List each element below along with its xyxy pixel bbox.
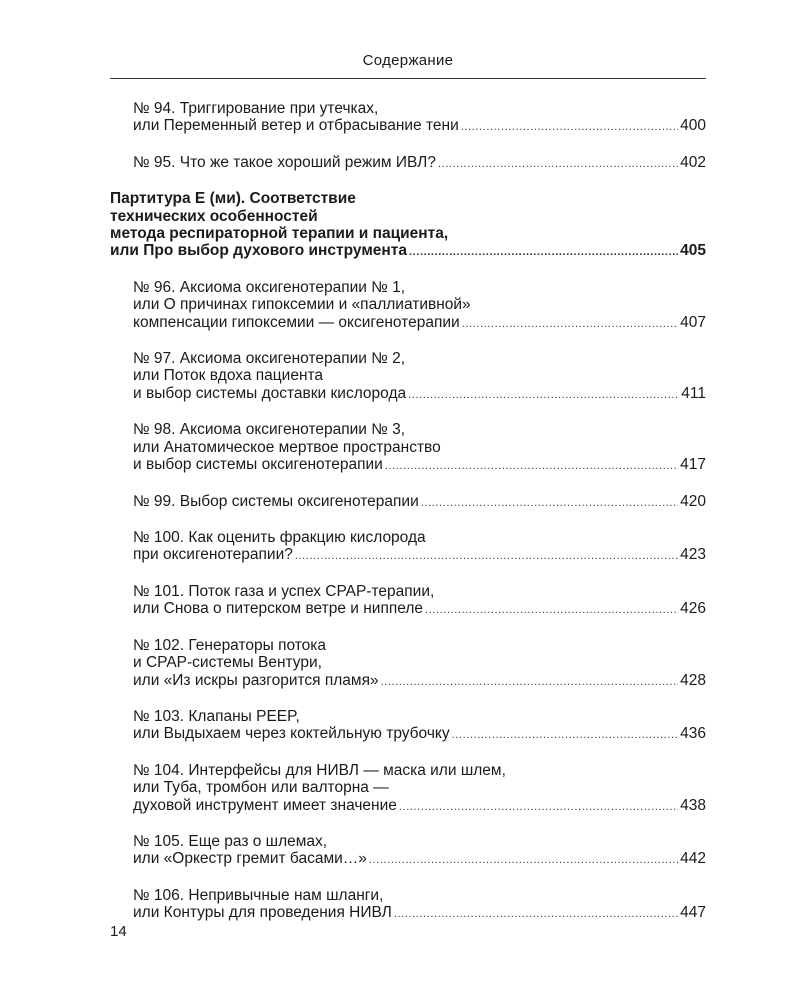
dot-leader [421, 493, 678, 512]
toc-entry-101[interactable] [110, 583, 706, 620]
dot-leader [394, 904, 678, 923]
dot-leader [452, 725, 679, 744]
toc-last-line [133, 154, 706, 173]
toc-last-line [133, 117, 706, 136]
toc-text: духовой инструмент имеет значение [133, 796, 397, 814]
toc-last-line [133, 600, 706, 619]
toc-text: или «Из искры разгорится пламя» [133, 671, 379, 689]
toc-text: при оксигенотерапии? [133, 546, 293, 564]
header-rule [110, 78, 706, 79]
toc-text: или «Оркестр гремит басами…» [133, 850, 367, 868]
toc-text: или Про выбор духового инструмента [110, 242, 407, 260]
toc-page-number: 420 [680, 492, 706, 510]
toc-page-number: 438 [680, 796, 706, 814]
toc-entry-105[interactable] [110, 833, 706, 870]
toc-line: № 94. Триггирование при утечках, [133, 100, 379, 117]
toc-last-line [133, 385, 706, 404]
toc-entry-104[interactable] [110, 762, 706, 816]
toc-text: или Снова о питерском ветре и ниппеле [133, 600, 424, 618]
toc-last-line [133, 546, 706, 565]
toc-page-number: 407 [680, 313, 706, 331]
toc-page-number: 405 [680, 242, 706, 260]
dot-leader [369, 850, 678, 869]
toc-entry-95[interactable] [110, 154, 706, 173]
toc-entry-100[interactable] [110, 529, 706, 566]
toc-last-line [133, 904, 706, 923]
page-number: 14 [110, 923, 127, 940]
toc-text: и выбор системы оксигенотерапии [133, 455, 383, 473]
toc-page-number: 423 [680, 546, 706, 564]
toc-line: № 101. Поток газа и успех CPAP-терапии, [133, 583, 435, 601]
toc-text: компенсации гипоксемии — оксигенотерапии [133, 313, 460, 331]
dot-leader [385, 456, 678, 475]
toc-line: № 103. Клапаны PEEP, [133, 708, 300, 726]
toc-text: или Контуры для проведения НИВЛ [133, 904, 392, 922]
dot-leader [381, 672, 679, 691]
toc-entry-102[interactable] [110, 637, 706, 691]
dot-leader [462, 314, 678, 333]
toc-page-number: 428 [680, 671, 706, 689]
dot-leader [399, 797, 678, 816]
toc-line: и CPAP-системы Вентури, [133, 654, 322, 672]
toc-text: № 99. Выбор системы оксигенотерапии [133, 492, 419, 510]
dot-leader [461, 117, 678, 136]
toc-last-line [133, 672, 706, 691]
toc-page-number: 402 [680, 153, 706, 171]
toc-line: технических особенностей [110, 207, 318, 225]
dot-leader [438, 154, 678, 173]
toc-line: или Анатомическое мертвое пространство [133, 438, 441, 456]
toc-part-e[interactable] [110, 190, 706, 261]
toc-line: № 97. Аксиома оксигенотерапии № 2, [133, 350, 406, 368]
toc-entry-94[interactable] [110, 100, 706, 137]
toc-page-number: 436 [680, 725, 706, 743]
toc-line: № 105. Еще раз о шлемах, [133, 833, 328, 851]
dot-leader [408, 385, 679, 404]
toc-text: и выбор системы доставки кислорода [133, 384, 407, 402]
toc-page-number: 447 [680, 904, 706, 922]
toc-page-number: 411 [681, 384, 706, 402]
toc-text: или Переменный ветер и отбрасывание тени [133, 117, 459, 135]
toc-entry-98[interactable] [110, 421, 706, 475]
toc-last-line [133, 493, 706, 512]
dot-leader [295, 546, 678, 565]
toc-last-line [133, 850, 706, 869]
toc-entry-103[interactable] [110, 708, 706, 745]
toc-line: № 98. Аксиома оксигенотерапии № 3, [133, 421, 406, 439]
toc-text: или Выдыхаем через коктейльную трубочку [133, 725, 450, 743]
toc-last-line [133, 314, 706, 333]
toc-line: или Туба, тромбон или валторна — [133, 779, 389, 797]
toc-page-number: 442 [680, 850, 706, 868]
toc-page-number: 426 [680, 600, 706, 618]
toc-line: или О причинах гипоксемии и «паллиативной» [133, 296, 471, 314]
toc-entry-97[interactable] [110, 350, 706, 404]
toc-entry-99[interactable] [110, 493, 706, 512]
toc-line: метода респираторной терапии и пациента, [110, 225, 449, 243]
running-header: Содержание [362, 52, 454, 69]
toc-line: № 104. Интерфейсы для НИВЛ — маска или шлем, [133, 761, 506, 779]
dot-leader [409, 242, 678, 261]
toc-line: № 102. Генераторы потока [133, 636, 327, 654]
toc-line: № 106. Непривычные нам шланги, [133, 887, 384, 905]
toc-last-line [133, 797, 706, 816]
toc-last-line [110, 242, 706, 261]
toc-last-line [133, 725, 706, 744]
toc-line: или Поток вдоха пациента [133, 367, 324, 385]
toc-page-number: 417 [680, 455, 706, 473]
toc-page-number: 400 [680, 117, 706, 135]
toc-text: № 95. Что же такое хороший режим ИВЛ? [133, 153, 436, 171]
dot-leader [425, 600, 678, 619]
toc-line: № 100. Как оценить фракцию кислорода [133, 529, 426, 547]
toc-line: № 96. Аксиома оксигенотерапии № 1, [133, 278, 406, 296]
toc-entry-106[interactable] [110, 887, 706, 924]
toc-entry-96[interactable] [110, 279, 706, 333]
table-of-contents [110, 100, 706, 941]
toc-last-line [133, 456, 706, 475]
toc-line: Партитура Е (ми). Соответствие [110, 190, 356, 208]
